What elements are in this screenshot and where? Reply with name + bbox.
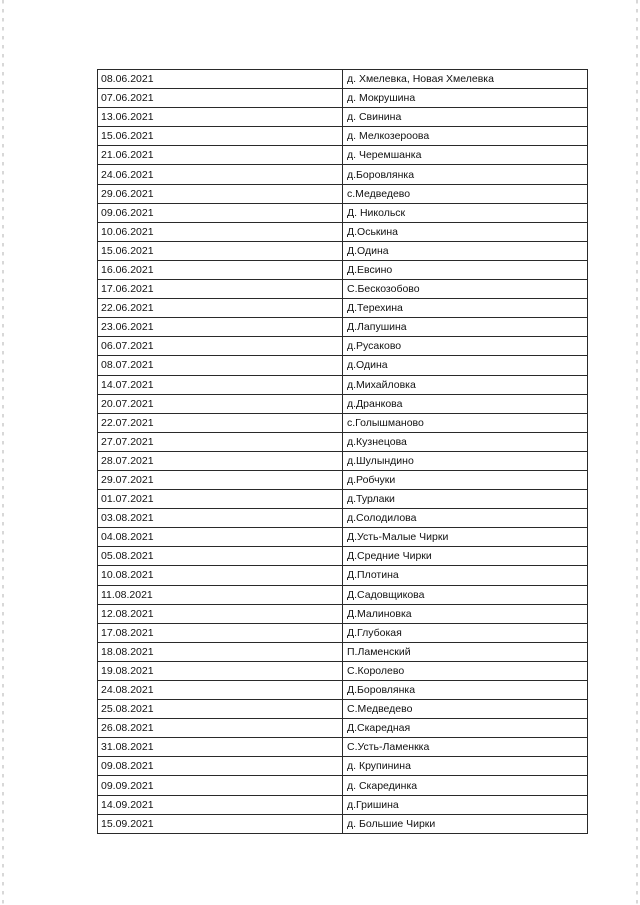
date-cell: 29.06.2021 <box>98 184 343 203</box>
place-cell: д.Русаково <box>343 337 588 356</box>
table-row <box>98 642 588 661</box>
date-cell: 18.08.2021 <box>98 642 343 661</box>
table-row <box>98 203 588 222</box>
date-cell: 14.09.2021 <box>98 795 343 814</box>
date-cell: 25.08.2021 <box>98 700 343 719</box>
place-cell: Д.Боровлянка <box>343 681 588 700</box>
place-cell: д.Робчуки <box>343 470 588 489</box>
table-row <box>98 566 588 585</box>
date-cell: 17.08.2021 <box>98 623 343 642</box>
place-cell: д.Дранкова <box>343 394 588 413</box>
place-cell: Д.Средние Чирки <box>343 547 588 566</box>
table-row <box>98 585 588 604</box>
scan-edge-right <box>636 0 638 905</box>
table-row <box>98 127 588 146</box>
date-cell: 24.08.2021 <box>98 681 343 700</box>
table-row <box>98 394 588 413</box>
table-row <box>98 528 588 547</box>
table-row <box>98 184 588 203</box>
date-cell: 20.07.2021 <box>98 394 343 413</box>
place-cell: д.Шулындино <box>343 451 588 470</box>
date-cell: 29.07.2021 <box>98 470 343 489</box>
date-cell: 16.06.2021 <box>98 260 343 279</box>
date-cell: 27.07.2021 <box>98 432 343 451</box>
date-cell: 10.06.2021 <box>98 222 343 241</box>
table-row <box>98 470 588 489</box>
table-row <box>98 757 588 776</box>
table-row <box>98 299 588 318</box>
place-cell: Д.Евсино <box>343 260 588 279</box>
schedule-table-body <box>98 70 588 834</box>
date-cell: 21.06.2021 <box>98 146 343 165</box>
date-cell: 23.06.2021 <box>98 318 343 337</box>
table-row <box>98 661 588 680</box>
date-cell: 28.07.2021 <box>98 451 343 470</box>
table-row <box>98 681 588 700</box>
table-row <box>98 241 588 260</box>
scan-edge-left <box>2 0 4 905</box>
place-cell: Д.Глубокая <box>343 623 588 642</box>
table-row <box>98 604 588 623</box>
date-cell: 17.06.2021 <box>98 280 343 299</box>
date-cell: 15.09.2021 <box>98 814 343 833</box>
place-cell: Д.Садовщикова <box>343 585 588 604</box>
date-cell: 08.07.2021 <box>98 356 343 375</box>
place-cell: д. Крупинина <box>343 757 588 776</box>
table-row <box>98 490 588 509</box>
table-row <box>98 719 588 738</box>
date-cell: 09.06.2021 <box>98 203 343 222</box>
date-cell: 03.08.2021 <box>98 509 343 528</box>
place-cell: д.Одина <box>343 356 588 375</box>
date-cell: 26.08.2021 <box>98 719 343 738</box>
date-cell: 05.08.2021 <box>98 547 343 566</box>
place-cell: д.Боровлянка <box>343 165 588 184</box>
table-row <box>98 509 588 528</box>
place-cell: Д.Малиновка <box>343 604 588 623</box>
table-row <box>98 280 588 299</box>
place-cell: Д.Одина <box>343 241 588 260</box>
table-row <box>98 165 588 184</box>
schedule-table <box>97 69 588 834</box>
table-row <box>98 356 588 375</box>
place-cell: д. Мелкозероова <box>343 127 588 146</box>
table-row <box>98 700 588 719</box>
place-cell: Д. Никольск <box>343 203 588 222</box>
date-cell: 22.06.2021 <box>98 299 343 318</box>
place-cell: д.Гришина <box>343 795 588 814</box>
place-cell: д.Солодилова <box>343 509 588 528</box>
date-cell: 24.06.2021 <box>98 165 343 184</box>
date-cell: 13.06.2021 <box>98 108 343 127</box>
table-row <box>98 738 588 757</box>
date-cell: 11.08.2021 <box>98 585 343 604</box>
place-cell: д. Большие Чирки <box>343 814 588 833</box>
date-cell: 09.08.2021 <box>98 757 343 776</box>
date-cell: 08.06.2021 <box>98 70 343 89</box>
date-cell: 19.08.2021 <box>98 661 343 680</box>
table-row <box>98 413 588 432</box>
place-cell: С.Королево <box>343 661 588 680</box>
table-row <box>98 337 588 356</box>
place-cell: д.Турлаки <box>343 490 588 509</box>
place-cell: С.Бескозобово <box>343 280 588 299</box>
date-cell: 01.07.2021 <box>98 490 343 509</box>
date-cell: 09.09.2021 <box>98 776 343 795</box>
place-cell: Д.Усть-Малые Чирки <box>343 528 588 547</box>
place-cell: Д.Терехина <box>343 299 588 318</box>
date-cell: 04.08.2021 <box>98 528 343 547</box>
place-cell: Д.Оськина <box>343 222 588 241</box>
place-cell: д. Свинина <box>343 108 588 127</box>
place-cell: д. Хмелевка, Новая Хмелевка <box>343 70 588 89</box>
place-cell: с.Медведево <box>343 184 588 203</box>
table-row <box>98 814 588 833</box>
date-cell: 10.08.2021 <box>98 566 343 585</box>
place-cell: Д.Плотина <box>343 566 588 585</box>
date-cell: 12.08.2021 <box>98 604 343 623</box>
place-cell: д. Скарединка <box>343 776 588 795</box>
table-row <box>98 547 588 566</box>
table-row <box>98 70 588 89</box>
place-cell: д. Черемшанка <box>343 146 588 165</box>
date-cell: 07.06.2021 <box>98 89 343 108</box>
place-cell: С.Усть-Ламенкка <box>343 738 588 757</box>
table-row <box>98 432 588 451</box>
table-row <box>98 776 588 795</box>
place-cell: П.Ламенский <box>343 642 588 661</box>
date-cell: 31.08.2021 <box>98 738 343 757</box>
table-row <box>98 222 588 241</box>
date-cell: 22.07.2021 <box>98 413 343 432</box>
table-row <box>98 260 588 279</box>
date-cell: 06.07.2021 <box>98 337 343 356</box>
place-cell: д.Михайловка <box>343 375 588 394</box>
date-cell: 15.06.2021 <box>98 241 343 260</box>
place-cell: Д.Лапушина <box>343 318 588 337</box>
table-row <box>98 89 588 108</box>
place-cell: д. Мокрушина <box>343 89 588 108</box>
date-cell: 15.06.2021 <box>98 127 343 146</box>
table-row <box>98 108 588 127</box>
table-row <box>98 451 588 470</box>
table-row <box>98 795 588 814</box>
table-row <box>98 623 588 642</box>
place-cell: д.Кузнецова <box>343 432 588 451</box>
place-cell: Д.Скаредная <box>343 719 588 738</box>
place-cell: С.Медведево <box>343 700 588 719</box>
date-cell: 14.07.2021 <box>98 375 343 394</box>
table-row <box>98 146 588 165</box>
table-row <box>98 375 588 394</box>
table-row <box>98 318 588 337</box>
place-cell: с.Голышманово <box>343 413 588 432</box>
